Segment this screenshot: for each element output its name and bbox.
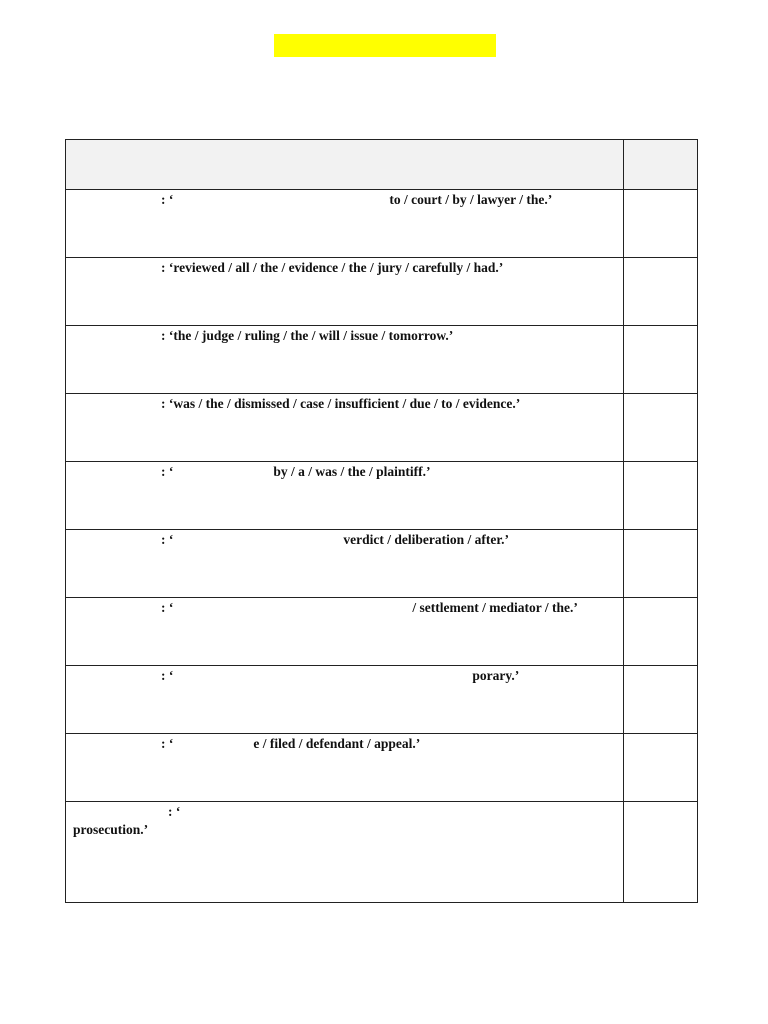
question-text: ‘the / judge / ruling / the / will / issue / tomorrow.’ bbox=[168, 328, 454, 343]
worksheet-table bbox=[65, 139, 698, 903]
table-row bbox=[66, 598, 698, 666]
answer-cell[interactable] bbox=[624, 734, 698, 802]
question-cell bbox=[66, 258, 624, 326]
answer-cell[interactable] bbox=[624, 530, 698, 598]
question-text: by / a / was / the / plaintiff.’ bbox=[273, 464, 431, 479]
question-cell bbox=[66, 462, 624, 530]
question-prefix: : ‘ bbox=[168, 804, 181, 819]
answer-cell[interactable] bbox=[624, 802, 698, 903]
answer-cell[interactable] bbox=[624, 190, 698, 258]
question-prefix: : ‘ bbox=[161, 600, 174, 615]
table-row bbox=[66, 394, 698, 462]
answer-cell[interactable] bbox=[624, 326, 698, 394]
question-cell bbox=[66, 394, 624, 462]
answer-cell[interactable] bbox=[624, 394, 698, 462]
question-prefix: : ‘ bbox=[161, 532, 174, 547]
table-header-row bbox=[66, 140, 698, 190]
question-prefix: : ‘ bbox=[161, 192, 174, 207]
table-row bbox=[66, 190, 698, 258]
question-cell bbox=[66, 190, 624, 258]
table-row bbox=[66, 326, 698, 394]
question-text: ‘reviewed / all / the / evidence / the / jury / carefully / had.’ bbox=[168, 260, 504, 275]
answer-cell[interactable] bbox=[624, 598, 698, 666]
question-prefix: : ‘ bbox=[161, 464, 174, 479]
question-text: verdict / deliberation / after.’ bbox=[343, 532, 509, 547]
header-cell-answer bbox=[624, 140, 698, 190]
question-prefix: : bbox=[161, 396, 169, 411]
question-text: prosecution.’ bbox=[73, 822, 149, 837]
question-prefix: : bbox=[161, 328, 169, 343]
question-text: to / court / by / lawyer / the.’ bbox=[389, 192, 553, 207]
table-row bbox=[66, 530, 698, 598]
question-text: e / filed / defendant / appeal.’ bbox=[253, 736, 421, 751]
answer-cell[interactable] bbox=[624, 666, 698, 734]
question-cell bbox=[66, 734, 624, 802]
question-text: / settlement / mediator / the.’ bbox=[412, 600, 578, 615]
question-cell bbox=[66, 598, 624, 666]
answer-cell[interactable] bbox=[624, 258, 698, 326]
question-cell bbox=[66, 530, 624, 598]
table-row bbox=[66, 802, 698, 903]
table-row bbox=[66, 666, 698, 734]
table-row bbox=[66, 734, 698, 802]
table-row bbox=[66, 258, 698, 326]
question-cell bbox=[66, 666, 624, 734]
question-cell bbox=[66, 326, 624, 394]
table-row bbox=[66, 462, 698, 530]
question-cell bbox=[66, 802, 624, 903]
question-text: porary.’ bbox=[472, 668, 520, 683]
question-prefix: : ‘ bbox=[161, 736, 174, 751]
question-prefix: : bbox=[161, 260, 169, 275]
answer-cell[interactable] bbox=[624, 462, 698, 530]
title-highlight bbox=[274, 34, 496, 57]
question-text: ‘was / the / dismissed / case / insufficient / due / to / evidence.’ bbox=[168, 396, 521, 411]
question-prefix: : ‘ bbox=[161, 668, 174, 683]
header-cell-question bbox=[66, 140, 624, 190]
